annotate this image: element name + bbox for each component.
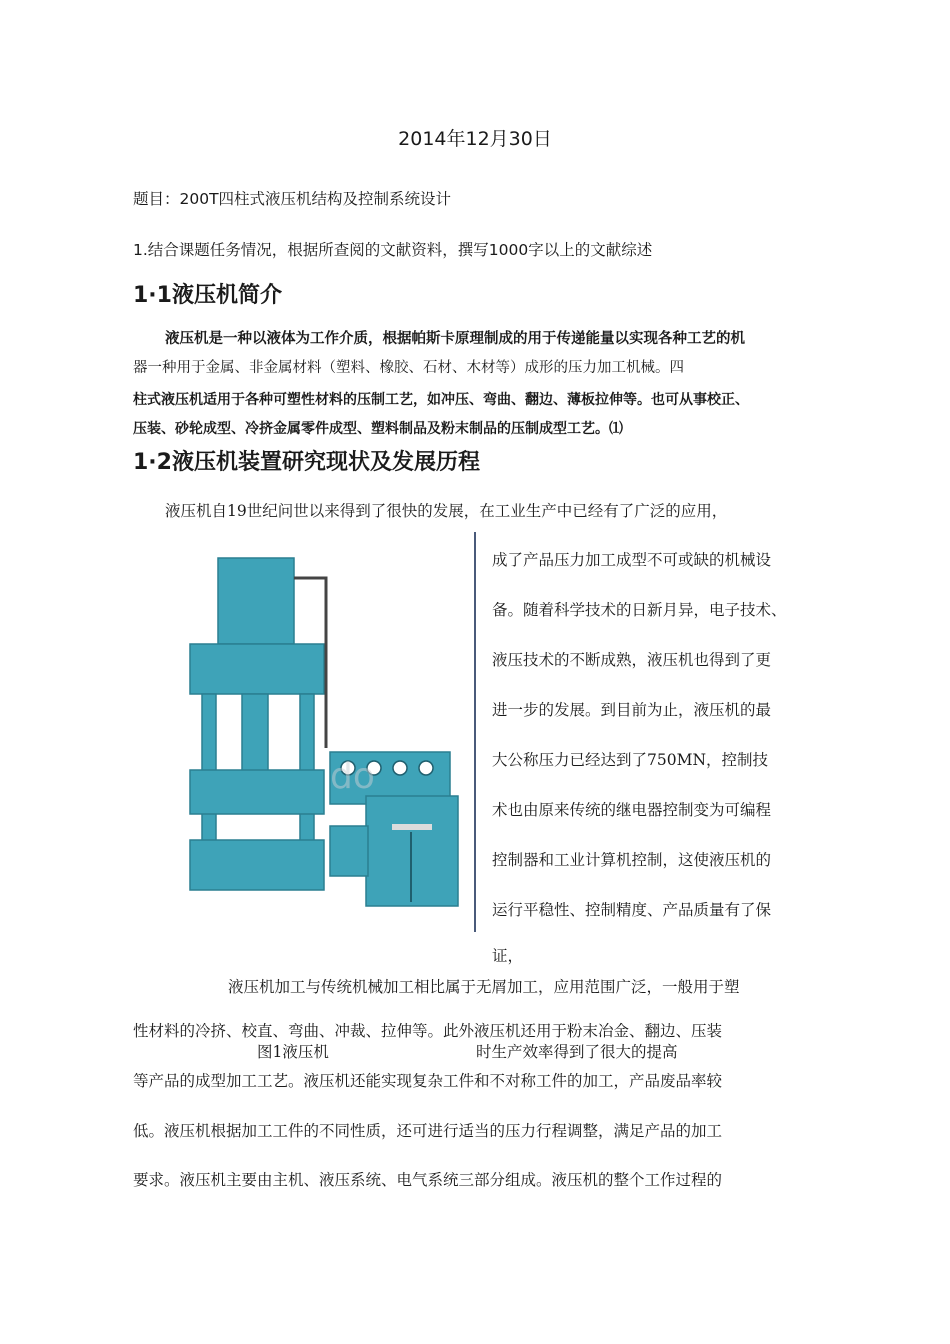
figure-divider-line xyxy=(474,532,476,932)
right-column-line: 备。随着科学技术的日新月异，电子技术、 xyxy=(492,601,787,619)
paragraph-line: 性材料的冷挤、校直、弯曲、冲裁、拉伸等。此外液压机还用于粉末冶金、翻边、压装 xyxy=(133,1022,723,1040)
topic-line: 题目：200T四柱式液压机结构及控制系统设计 xyxy=(133,190,452,208)
right-column-line: 液压技术的不断成熟，液压机也得到了更 xyxy=(492,651,772,669)
right-column-line: 运行平稳性、控制精度、产品质量有了保 xyxy=(492,901,772,919)
right-column-line: 大公称压力已经达到了750MN，控制技 xyxy=(492,751,769,769)
paragraph-line: 低。液压机根据加工工件的不同性质，还可进行适当的压力行程调整，满足产品的加工 xyxy=(133,1122,723,1140)
section-heading-1: 1·1液压机简介 xyxy=(133,283,282,308)
right-column-line: 进一步的发展。到目前为止，液压机的最 xyxy=(492,701,772,719)
figure-watermark: do xyxy=(330,756,375,797)
section-heading-2: 1·2液压机装置研究现状及发展历程 xyxy=(133,450,480,475)
task-line: 1.结合课题任务情况，根据所查阅的文献资料，撰写1000字以上的文献综述 xyxy=(133,241,653,259)
section2-first-line: 液压机自19世纪问世以来得到了很快的发展，在工业生产中已经有了广泛的应用， xyxy=(165,502,728,520)
right-column-line: 证， xyxy=(492,947,524,965)
section1-line: 压装、砂轮成型、冷挤金属零件成型、塑料制品及粉末制品的压制成型工艺。⑴ xyxy=(133,421,623,437)
right-column-line: 术也由原来传统的继电器控制变为可编程 xyxy=(492,801,772,819)
right-column-line: 成了产品压力加工成型不可或缺的机械设 xyxy=(492,551,772,569)
section1-line: 液压机是一种以液体为工作介质，根据帕斯卡原理制成的用于传递能量以实现各种工艺的机 xyxy=(165,331,745,347)
paragraph-line: 要求。液压机主要由主机、液压系统、电气系统三部分组成。液压机的整个工作过程的 xyxy=(133,1171,723,1189)
document-date: 2014年12月30日 xyxy=(398,128,552,150)
cabinet-panel-label xyxy=(392,824,432,830)
paragraph-line: 液压机加工与传统机械加工相比属于无屑加工，应用范围广泛，一般用于塑 xyxy=(228,978,740,996)
right-column-line: 控制器和工业计算机控制，这使液压机的 xyxy=(492,851,772,869)
overlapped-line: 时生产效率得到了很大的提高 xyxy=(476,1043,678,1061)
figure-caption: 图1液压机 xyxy=(257,1043,329,1061)
section1-line: 柱式液压机适用于各种可塑性材料的压制工艺，如冲压、弯曲、翻边、薄板拉伸等。也可从事校正、 xyxy=(133,392,749,408)
cabinet-door-divider xyxy=(410,832,412,902)
paragraph-line: 等产品的成型加工工艺。液压机还能实现复杂工件和不对称工件的加工，产品废品率较 xyxy=(133,1072,723,1090)
hydraulic-press-figure xyxy=(180,548,460,908)
section1-line: 器一种用于金属、非金属材料（塑料、橡胶、石材、木材等）成形的压力加工机械。四 xyxy=(133,360,684,376)
